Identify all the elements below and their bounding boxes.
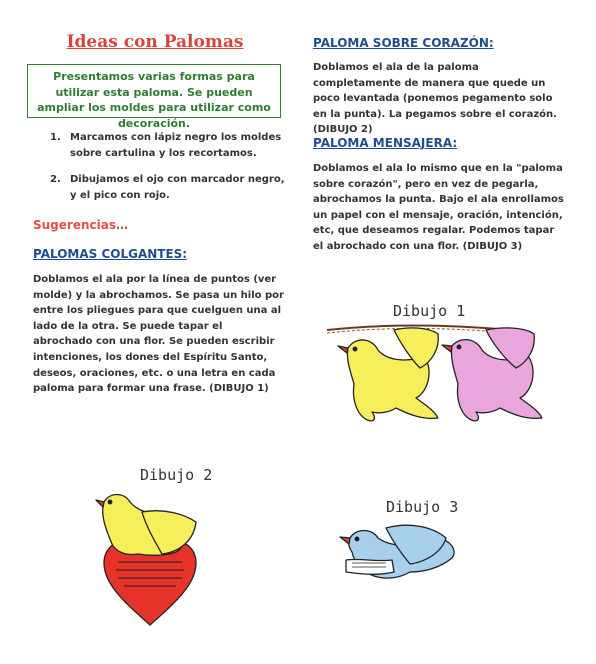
corazon-heading: PALOMA SOBRE CORAZÓN: (313, 36, 494, 50)
sugerencias-heading: Sugerencias… (33, 218, 128, 232)
blue-dove (340, 525, 454, 578)
colgantes-heading: PALOMAS COLGANTES: (33, 247, 188, 261)
page-title: Ideas con Palomas (66, 32, 244, 52)
pink-dove (442, 328, 542, 421)
intro-box: Presentamos varias formas para utilizar esta paloma. Se pueden ampliar los moldes para utilizar como decoración. (27, 64, 281, 118)
colgantes-text: Doblamos el ala por la línea de puntos (ver molde) y la abrochamos. Se pasa un hilo por entre los pliegues para que cuelguen una al lado de la otra. Se puede tapar el abrochado con una flor. Se pueden escribir intenciones, los dones del Espíritu Santo, deseos, oraciones, etc. o una letra en cada paloma para formar una frase. (DIBUJO 1) (33, 274, 284, 395)
step-text: Dibujamos el ojo con marcador negro, y el pico con rojo. (70, 174, 285, 201)
step-number: 1. (50, 132, 61, 143)
dibujo-2-label: Dibujo 2 (140, 466, 213, 484)
corazon-text: Doblamos el ala de la paloma completamente de manera que quede un poco levantada (ponemos pegamento solo en la punta). La pegamos sobre el corazón. (DIBUJO 2) (313, 62, 557, 136)
mensajera-text: Doblamos el ala lo mismo que en la "paloma sobre corazón", pero en vez de pegarla, abrochamos la punta. Bajo el ala enrollamos un papel con el mensaje, oración, intención, etc, que deseamos regalar. Podemos tapar el abrochado con una flor. (DIBUJO 3) (313, 163, 564, 252)
yellow-dove (338, 328, 438, 421)
dibujo-3-label: Dibujo 3 (386, 498, 459, 516)
dibujo-1-label: Dibujo 1 (393, 302, 466, 320)
step-text: Marcamos con lápiz negro los moldes sobre cartulina y los recortamos. (70, 132, 282, 159)
step-number: 2. (50, 174, 61, 185)
mensajera-heading: PALOMA MENSAJERA: (313, 136, 458, 150)
